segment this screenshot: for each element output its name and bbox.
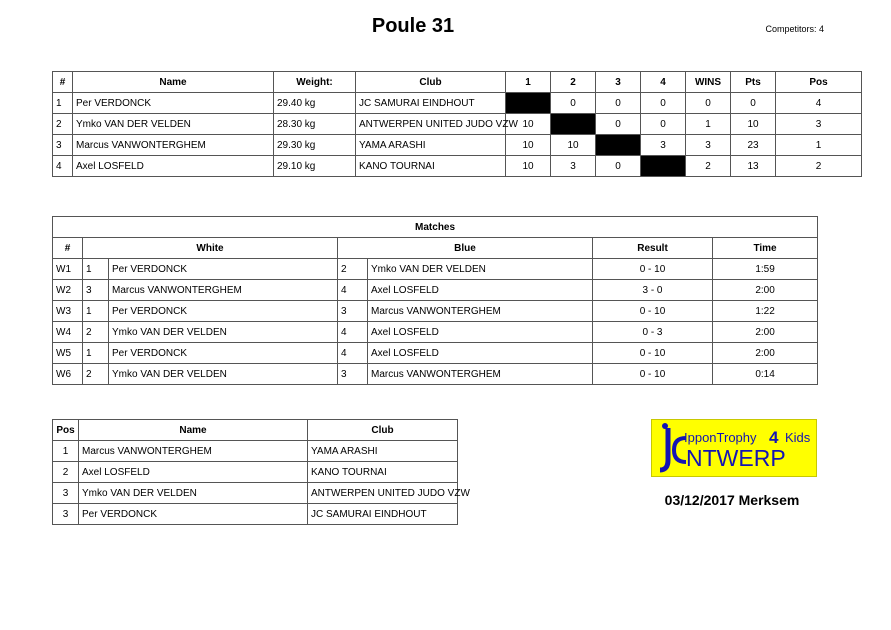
page-title: Poule 31 (371, 15, 455, 37)
pool-header-1: 1 (506, 72, 551, 93)
pool-header-pos: Pos (776, 72, 862, 93)
pool-score: 3 (551, 156, 596, 177)
ranking-row (53, 462, 458, 483)
logo-j-mark (660, 428, 668, 470)
match-blue-name: Ymko VAN DER VELDEN (368, 259, 593, 280)
pool-score: 0 (596, 156, 641, 177)
pool-score: 0 (641, 114, 686, 135)
matches-table (52, 216, 818, 385)
pool-pos: 2 (776, 156, 862, 177)
pool-club: JC SAMURAI EINDHOUT (356, 93, 506, 114)
ranking-name: Marcus VANWONTERGHEM (79, 441, 308, 462)
pool-score: 3 (641, 135, 686, 156)
pool-club: YAMA ARASHI (356, 135, 506, 156)
pool-club: KANO TOURNAI (356, 156, 506, 177)
match-row (53, 364, 818, 385)
ippon-trophy-logo (651, 419, 817, 477)
pool-num: 4 (53, 156, 73, 177)
pool-pts: 23 (731, 135, 776, 156)
logo-graphic (652, 420, 818, 478)
pool-score: 10 (506, 156, 551, 177)
match-white-name: Per VERDONCK (109, 343, 338, 364)
match-blue-num: 2 (338, 259, 368, 280)
match-id: W3 (53, 301, 83, 322)
ranking-table (52, 419, 470, 525)
match-id: W6 (53, 364, 83, 385)
match-id: W1 (53, 259, 83, 280)
match-blue-num: 3 (338, 301, 368, 322)
pool-name: Ymko VAN DER VELDEN (73, 114, 274, 135)
match-result: 3 - 0 (593, 280, 713, 301)
matches-header-result: Result (593, 238, 713, 259)
logo-four: 4 (769, 428, 779, 447)
match-row (53, 259, 818, 280)
logo-line2: NTWERP (686, 445, 786, 471)
pool-header-num: # (53, 72, 73, 93)
match-white-name: Ymko VAN DER VELDEN (109, 322, 338, 343)
logo-line1: IpponTrophy (684, 430, 757, 445)
match-blue-num: 4 (338, 343, 368, 364)
pool-weight: 29.40 kg (274, 93, 356, 114)
pool-self-cell (551, 114, 596, 135)
pool-header-club: Club (356, 72, 506, 93)
event-date: 03/12/2017 Merksem (664, 492, 800, 508)
match-blue-name: Marcus VANWONTERGHEM (368, 364, 593, 385)
match-white-name: Per VERDONCK (109, 259, 338, 280)
pool-header-name: Name (73, 72, 274, 93)
pool-header-3: 3 (596, 72, 641, 93)
pool-row (53, 135, 862, 156)
pool-header-weight: Weight: (274, 72, 356, 93)
match-row (53, 343, 818, 364)
ranking-pos: 1 (53, 441, 79, 462)
pool-weight: 29.30 kg (274, 135, 356, 156)
pool-score: 0 (641, 93, 686, 114)
matches-caption-row (53, 217, 818, 238)
pool-row (53, 156, 862, 177)
match-row (53, 301, 818, 322)
match-blue-name: Marcus VANWONTERGHEM (368, 301, 593, 322)
pool-pts: 13 (731, 156, 776, 177)
pool-wins: 3 (686, 135, 731, 156)
match-blue-name: Axel LOSFELD (368, 322, 593, 343)
pool-self-cell (506, 93, 551, 114)
ranking-row (53, 483, 458, 504)
match-white-name: Per VERDONCK (109, 301, 338, 322)
pool-wins: 2 (686, 156, 731, 177)
pool-header-row (53, 72, 862, 93)
pool-name: Axel LOSFELD (73, 156, 274, 177)
pool-name: Per VERDONCK (73, 93, 274, 114)
pool-wins: 1 (686, 114, 731, 135)
pool-header-2: 2 (551, 72, 596, 93)
ranking-name: Axel LOSFELD (79, 462, 308, 483)
pool-self-cell (641, 156, 686, 177)
match-time: 2:00 (713, 343, 818, 364)
match-id: W5 (53, 343, 83, 364)
pool-score: 0 (596, 114, 641, 135)
pool-pts: 10 (731, 114, 776, 135)
match-time: 1:59 (713, 259, 818, 280)
match-white-num: 2 (83, 322, 109, 343)
pool-row (53, 93, 862, 114)
matches-caption: Matches (53, 217, 818, 238)
ranking-row (53, 441, 458, 462)
pool-num: 1 (53, 93, 73, 114)
ranking-club: JC SAMURAI EINDHOUT (308, 504, 458, 525)
pool-pos: 4 (776, 93, 862, 114)
pool-pos: 1 (776, 135, 862, 156)
pool-num: 2 (53, 114, 73, 135)
match-white-num: 1 (83, 301, 109, 322)
match-blue-num: 4 (338, 322, 368, 343)
match-result: 0 - 10 (593, 259, 713, 280)
match-result: 0 - 10 (593, 364, 713, 385)
pool-header-wins: WINS (686, 72, 731, 93)
match-white-num: 1 (83, 259, 109, 280)
pool-name: Marcus VANWONTERGHEM (73, 135, 274, 156)
logo-kids: Kids (785, 430, 811, 445)
matches-header-time: Time (713, 238, 818, 259)
match-white-num: 1 (83, 343, 109, 364)
pool-score: 0 (596, 93, 641, 114)
match-time: 2:00 (713, 322, 818, 343)
pool-row (53, 114, 862, 135)
pool-table (52, 71, 862, 177)
ranking-club: YAMA ARASHI (308, 441, 458, 462)
competitors-count: Competitors: 4 (765, 24, 824, 34)
pool-weight: 29.10 kg (274, 156, 356, 177)
match-blue-name: Axel LOSFELD (368, 343, 593, 364)
match-time: 0:14 (713, 364, 818, 385)
match-blue-num: 4 (338, 280, 368, 301)
match-row (53, 280, 818, 301)
logo-dot-mark (662, 423, 668, 429)
match-result: 0 - 10 (593, 343, 713, 364)
matches-header-white: White (83, 238, 338, 259)
pool-header-4: 4 (641, 72, 686, 93)
pool-pts: 0 (731, 93, 776, 114)
match-white-num: 2 (83, 364, 109, 385)
ranking-row (53, 504, 458, 525)
pool-club: ANTWERPEN UNITED JUDO VZW (356, 114, 506, 135)
pool-score: 10 (506, 114, 551, 135)
matches-header-row (53, 238, 818, 259)
ranking-header-row (53, 420, 458, 441)
ranking-club: KANO TOURNAI (308, 462, 458, 483)
pool-header-pts: Pts (731, 72, 776, 93)
pool-score: 0 (551, 93, 596, 114)
ranking-header-pos: Pos (53, 420, 79, 441)
ranking-pos: 3 (53, 483, 79, 504)
ranking-pos: 2 (53, 462, 79, 483)
match-time: 2:00 (713, 280, 818, 301)
match-blue-num: 3 (338, 364, 368, 385)
pool-num: 3 (53, 135, 73, 156)
pool-score: 10 (506, 135, 551, 156)
ranking-header-club: Club (308, 420, 458, 441)
match-result: 0 - 3 (593, 322, 713, 343)
ranking-name: Per VERDONCK (79, 504, 308, 525)
match-white-name: Marcus VANWONTERGHEM (109, 280, 338, 301)
ranking-pos: 3 (53, 504, 79, 525)
matches-header-blue: Blue (338, 238, 593, 259)
match-time: 1:22 (713, 301, 818, 322)
pool-score: 10 (551, 135, 596, 156)
match-result: 0 - 10 (593, 301, 713, 322)
ranking-header-name: Name (79, 420, 308, 441)
ranking-name: Ymko VAN DER VELDEN (79, 483, 308, 504)
pool-wins: 0 (686, 93, 731, 114)
match-white-num: 3 (83, 280, 109, 301)
pool-self-cell (596, 135, 641, 156)
pool-pos: 3 (776, 114, 862, 135)
match-id: W2 (53, 280, 83, 301)
match-white-name: Ymko VAN DER VELDEN (109, 364, 338, 385)
pool-weight: 28.30 kg (274, 114, 356, 135)
match-row (53, 322, 818, 343)
matches-header-num: # (53, 238, 83, 259)
ranking-club: ANTWERPEN UNITED JUDO VZW (308, 483, 458, 504)
match-id: W4 (53, 322, 83, 343)
match-blue-name: Axel LOSFELD (368, 280, 593, 301)
